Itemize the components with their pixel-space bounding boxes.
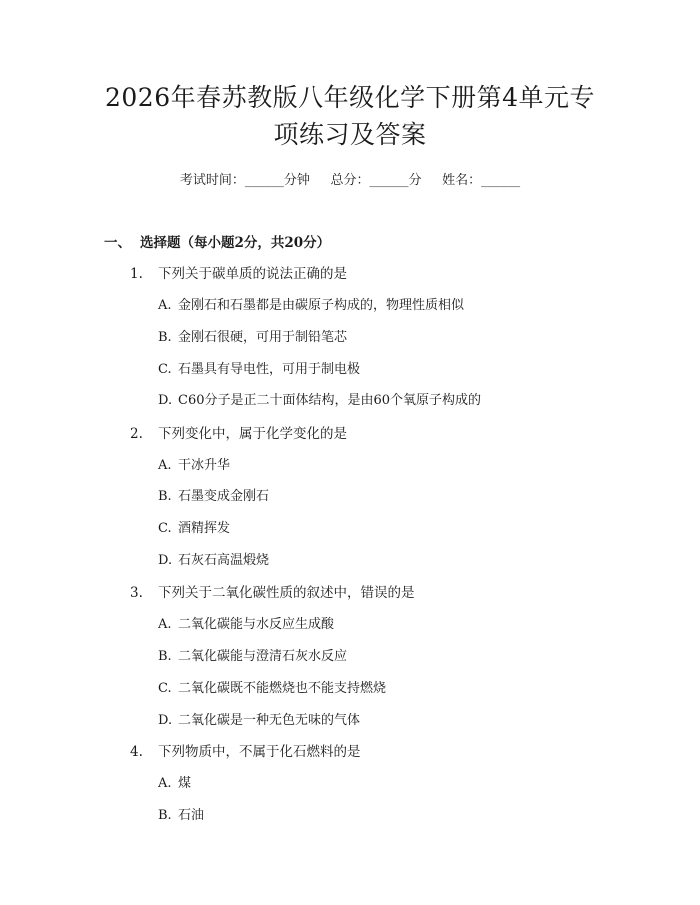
option-letter: A. (158, 617, 172, 632)
question-number: 1. (130, 266, 143, 282)
option-text: 酒精挥发 (178, 521, 231, 536)
option-text: 煤 (178, 776, 192, 791)
option-1c (158, 358, 360, 377)
option-text: C60分子是正二十面体结构，是由60个氧原子构成的 (178, 393, 482, 408)
section-number: 一、 (104, 235, 131, 251)
option-letter: A. (158, 458, 172, 473)
option-text: 石灰石高温煅烧 (178, 553, 270, 568)
option-1a (158, 294, 464, 313)
question-1 (130, 262, 347, 282)
option-3a (158, 613, 334, 632)
option-3d (158, 709, 360, 728)
option-4a (158, 772, 191, 791)
option-text: 金刚石很硬，可用于制铅笔芯 (178, 330, 348, 345)
option-letter: A. (158, 776, 172, 791)
question-text: 下列物质中，不属于化石燃料的是 (158, 744, 361, 760)
question-number: 3. (130, 585, 143, 601)
option-text: 石墨变成金刚石 (178, 489, 270, 504)
title-line-1: 2026年春苏教版八年级化学下册第4单元专 (104, 83, 596, 112)
option-letter: C. (158, 681, 172, 696)
option-letter: C. (158, 362, 172, 377)
option-text: 石油 (178, 808, 205, 823)
option-text: 金刚石和石墨都是由碳原子构成的，物理性质相似 (178, 298, 465, 313)
section-label: 选择题（每小题2分，共20分） (140, 235, 331, 251)
option-text: 二氧化碳是一种无色无味的气体 (178, 713, 361, 728)
option-letter: B. (158, 330, 172, 345)
question-text: 下列变化中，属于化学变化的是 (158, 426, 347, 442)
option-3c (158, 677, 386, 696)
option-2a (158, 454, 230, 473)
option-letter: D. (158, 393, 173, 408)
option-text: 干冰升华 (178, 458, 231, 473)
option-text: 石墨具有导电性，可用于制电极 (178, 362, 361, 377)
option-letter: B. (158, 489, 172, 504)
option-letter: D. (158, 553, 173, 568)
option-2c (158, 517, 230, 536)
option-2d (158, 549, 269, 568)
title-line-2: 项练习及答案 (273, 120, 427, 149)
option-letter: D. (158, 713, 173, 728)
option-2b (158, 485, 269, 504)
question-number: 2. (130, 426, 143, 442)
option-text: 二氧化碳能与澄清石灰水反应 (178, 649, 348, 664)
question-4 (130, 740, 361, 760)
option-letter: A. (158, 298, 172, 313)
exam-info-line: 考试时间：______分钟 总分：______分 姓名：______ (179, 173, 521, 188)
question-number: 4. (130, 744, 143, 760)
option-letter: B. (158, 808, 172, 823)
section-heading (104, 231, 330, 251)
question-3 (130, 581, 415, 601)
question-text: 下列关于二氧化碳性质的叙述中，错误的是 (158, 585, 415, 601)
option-1b (158, 326, 347, 345)
option-4b (158, 804, 204, 823)
option-1d (158, 389, 481, 408)
option-letter: C. (158, 521, 172, 536)
option-3b (158, 645, 347, 664)
option-text: 二氧化碳能与水反应生成酸 (178, 617, 335, 632)
question-2 (130, 422, 347, 442)
question-text: 下列关于碳单质的说法正确的是 (158, 266, 347, 282)
option-letter: B. (158, 649, 172, 664)
option-text: 二氧化碳既不能燃烧也不能支持燃烧 (178, 681, 387, 696)
